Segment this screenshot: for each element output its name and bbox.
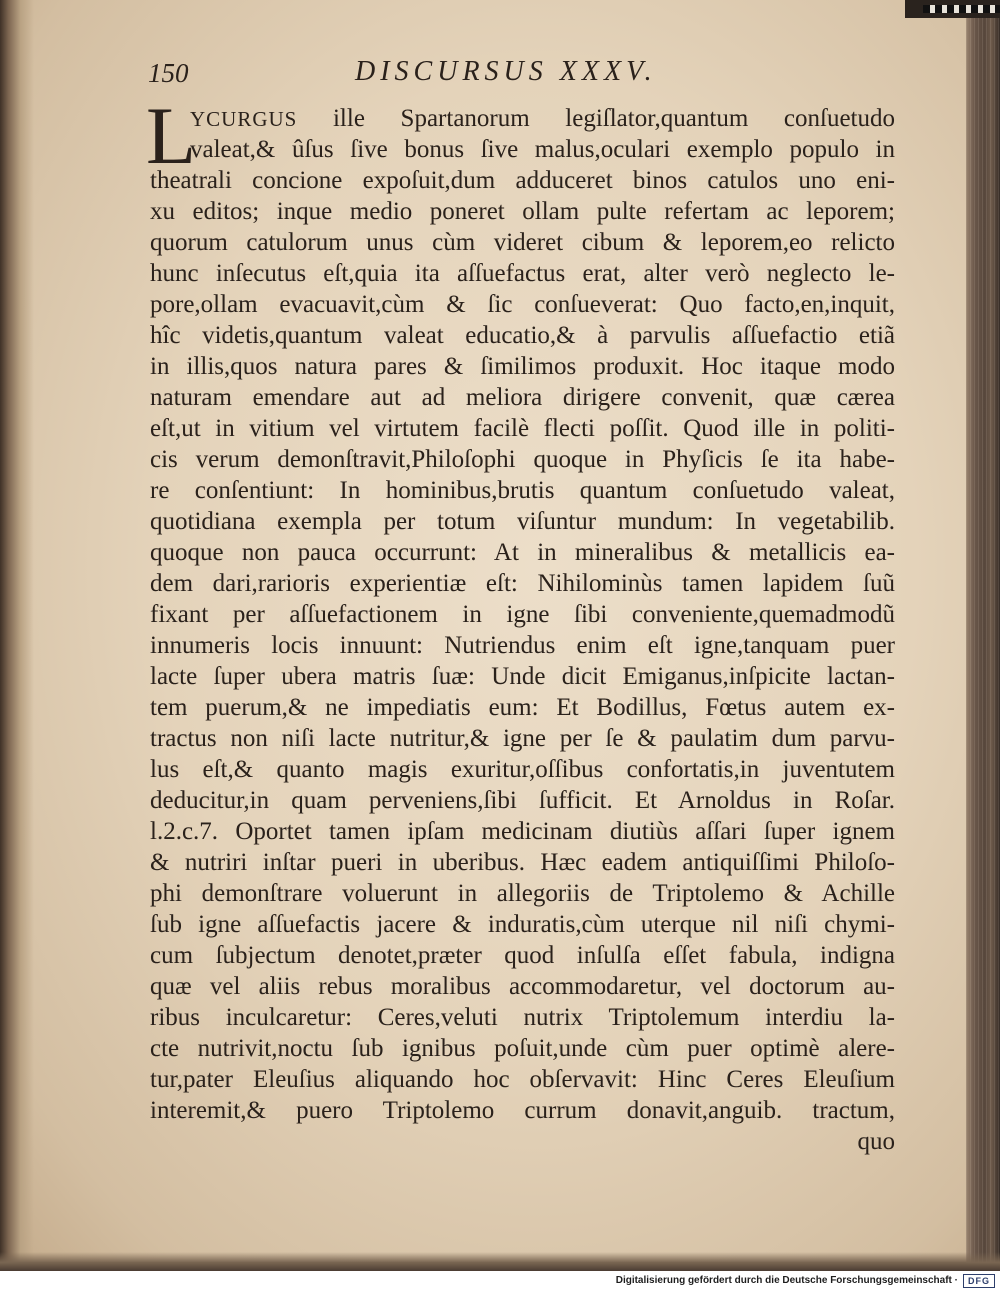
text-line: naturam emendare aut ad meliora dirigere convenit, quæ cærea <box>150 384 895 411</box>
text-line: ſub igne aſſuefactis jacere & induratis,cùm uterque nil niſi chymi- <box>150 911 895 938</box>
text-line: quæ vel aliis rebus moralibus accommodaretur, vel doctorum au- <box>150 973 895 1000</box>
text-line: l.2.c.7. Oportet tamen ipſam medicinam diutiùs aſſari ſuper ignem <box>150 818 895 845</box>
text-line: lacte ſuper ubera matris ſuæ: Unde dicit Emiganus,inſpicite lactan- <box>150 663 895 690</box>
body-text <box>150 103 895 1126</box>
digitization-footer <box>0 1271 1000 1291</box>
running-title: DISCURSUS XXXV. <box>355 56 657 87</box>
text-line: eſt,ut in vitium vel virtutem facilè flecti poſſit. Quod ille in politi- <box>150 415 895 442</box>
lead-word: YCURGUS <box>190 107 298 131</box>
text-line-first <box>150 103 895 134</box>
text-line: dem dari,rarioris experientiæ eſt: Nihilominùs tamen lapidem ſuũ <box>150 570 895 597</box>
page-stack-edge <box>966 0 1000 1271</box>
text-line: innumeris locis innuunt: Nutriendus enim eſt igne,tanquam puer <box>150 632 895 659</box>
text-line: interemit,& puero Triptolemo currum donavit,anguib. tractum, <box>150 1097 895 1124</box>
text-line: cis verum demonſtravit,Philoſophi quoque in Phyſicis ſe ita habe- <box>150 446 895 473</box>
text-line: quotidiana exempla per totum viſuntur mundum: In vegetabilib. <box>150 508 895 535</box>
text-line: hunc inſecutus eſt,quia ita aſſuefactus erat, alter verò neglecto le- <box>150 260 895 287</box>
text-line: cte nutrivit,noctu ſub ignibus poſuit,unde cùm puer optimè alere- <box>150 1035 895 1062</box>
text-line: valeat,& ûſus ſive bonus ſive malus,oculari exemplo populo in <box>190 136 895 163</box>
text-line: cum ſubjectum denotet,præter quod inſulſa eſſet fabula, indigna <box>150 942 895 969</box>
text-line: tem puerum,& ne impediatis eum: Et Bodillus, Fœtus autem ex- <box>150 694 895 721</box>
text-line: lus eſt,& quanto magis exuritur,oſſibus confortatis,in juventutem <box>150 756 895 783</box>
text-line: quoque non pauca occurrunt: At in mineralibus & metallicis ea- <box>150 539 895 566</box>
dfg-logo: DFG <box>963 1274 995 1288</box>
text-line: ribus inculcaretur: Ceres,veluti nutrix Triptolemum interdiu la- <box>150 1004 895 1031</box>
page-bottom-edge <box>0 1252 1000 1271</box>
text-line: re conſentiunt: In hominibus,brutis quantum conſuetudo valeat, <box>150 477 895 504</box>
page-number: 150 <box>148 58 189 88</box>
text-line: deducitur,in quam perveniens,ſibi ſufficit. Et Arnoldus in Roſar. <box>150 787 895 814</box>
text-line: tur,pater Eleuſius aliquando hoc obſervavit: Hinc Ceres Eleuſium <box>150 1066 895 1093</box>
text-line: fixant per aſſuefactionem in igne ſibi conveniente,quemadmodũ <box>150 601 895 628</box>
text-line: xu editos; inque medio poneret ollam pulte refertam ac leporem; <box>150 198 895 225</box>
text-line: phi demonſtrare voluerunt in allegoriis de Triptolemo & Achille <box>150 880 895 907</box>
scan-ruler <box>923 5 1000 13</box>
text-line: & nutriri inſtar pueri in uberibus. Hæc eadem antiquiſſimi Philoſo- <box>150 849 895 876</box>
text-line: in illis,quos natura pares & ſimilimos produxit. Hoc itaque modo <box>150 353 895 380</box>
scan-background-corner <box>905 0 1000 18</box>
funding-credit: Digitalisierung gefördert durch die Deutsche Forschungsgemeinschaft · <box>615 1275 958 1286</box>
text-line: tractus non niſi lacte nutritur,& igne per ſe & paulatim dum parvu- <box>150 725 895 752</box>
text-line: theatrali concione expoſuit,dum adduceret binos catulos uno eni- <box>150 167 895 194</box>
text-line: hîc videtis,quantum valeat educatio,& à parvulis aſſuefactio etiã <box>150 322 895 349</box>
first-line-rest: ille Spartanorum legiſlator,quantum conſuetudo <box>297 105 895 132</box>
text-line: pore,ollam evacuavit,cùm & ſic conſueverat: Quo facto,en,inquit, <box>150 291 895 318</box>
binding-shadow <box>0 0 34 1262</box>
text-line: quorum catulorum unus cùm videret cibum & leporem,eo relicto <box>150 229 895 256</box>
drop-cap-initial: L <box>146 90 197 181</box>
catchword: quo <box>857 1128 895 1155</box>
